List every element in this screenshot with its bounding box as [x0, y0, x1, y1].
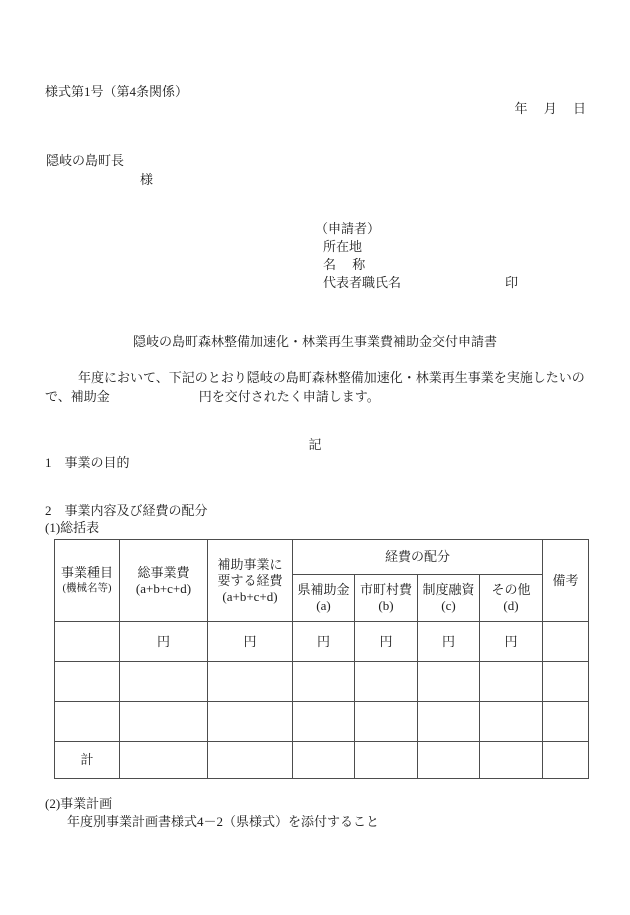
attachment-note: 年度別事業計画書様式4－2（県様式）を添付すること — [67, 814, 380, 829]
applicant-name-label: 名 称 — [323, 257, 366, 272]
header-institutional-loan: 制度融資 (c) — [418, 575, 480, 622]
unit-cell-prefecture: 円 — [293, 622, 355, 662]
table-cell — [355, 662, 418, 702]
table-cell — [120, 702, 208, 742]
table-cell — [543, 622, 589, 662]
unit-cell-total-cost: 円 — [120, 622, 208, 662]
table-cell — [418, 742, 480, 779]
table-total-row — [55, 742, 589, 779]
table-cell — [120, 662, 208, 702]
header-subsidy-cost: 補助事業に 要する経費 (a+b+c+d) — [208, 540, 293, 622]
subsection-1-heading: (1)総括表 — [45, 520, 100, 535]
table-cell — [208, 742, 293, 779]
header-total-cost: 総事業費 (a+b+c+d) — [120, 540, 208, 622]
unit-cell-municipal: 円 — [355, 622, 418, 662]
table-row — [55, 702, 589, 742]
table-cell — [543, 742, 589, 779]
table-cell — [55, 622, 120, 662]
header-project-type: 事業種目 (機械名等) — [55, 540, 120, 622]
total-label-cell: 計 — [55, 742, 120, 779]
form-number: 様式第1号（第4条関係） — [45, 84, 189, 99]
date-line: 年 月 日 — [514, 101, 586, 116]
header-cost-allocation: 経費の配分 — [293, 540, 543, 575]
table-cell — [480, 702, 543, 742]
section-2-heading: 2 事業内容及び経費の配分 — [45, 503, 208, 518]
table-cell — [355, 742, 418, 779]
table-cell — [355, 702, 418, 742]
table-cell — [480, 742, 543, 779]
table-row — [55, 622, 589, 662]
summary-table — [54, 539, 589, 779]
table-row — [55, 662, 589, 702]
header-other: その他 (d) — [480, 575, 543, 622]
section-1-heading: 1 事業の目的 — [45, 455, 130, 470]
table-cell — [293, 742, 355, 779]
statement-line-1: 年度において、下記のとおり隠岐の島町森林整備加速化・林業再生事業を実施したいの — [78, 370, 585, 385]
unit-cell-other: 円 — [480, 622, 543, 662]
seal-mark: 印 — [505, 275, 519, 290]
document-title: 隠岐の島町森林整備加速化・林業再生事業費補助金交付申請書 — [132, 334, 497, 349]
application-statement — [45, 369, 590, 406]
table-cell — [293, 662, 355, 702]
addressee-honorific: 様 — [140, 172, 154, 187]
applicant-address-label: 所在地 — [323, 239, 363, 254]
unit-cell-loan: 円 — [418, 622, 480, 662]
subsection-2-heading: (2)事業計画 — [45, 796, 113, 811]
statement-line-2-prefix: で、補助金 — [45, 388, 110, 404]
applicant-representative-label: 代表者職氏名 — [323, 275, 402, 290]
table-cell — [55, 702, 120, 742]
statement-line-2 — [45, 388, 590, 407]
table-cell — [418, 702, 480, 742]
header-prefecture-subsidy: 県補助金 (a) — [293, 575, 355, 622]
table-cell — [480, 662, 543, 702]
applicant-block — [315, 220, 553, 292]
header-remarks: 備考 — [543, 540, 589, 622]
table-cell — [543, 662, 589, 702]
addressee: 隠岐の島町長 — [46, 153, 125, 168]
table-cell — [293, 702, 355, 742]
table-cell — [543, 702, 589, 742]
unit-cell-subsidy-cost: 円 — [208, 622, 293, 662]
table-cell — [120, 742, 208, 779]
applicant-label: （申請者） — [315, 221, 381, 236]
table-cell — [418, 662, 480, 702]
applicant-representative-line — [315, 274, 553, 292]
table-cell — [208, 662, 293, 702]
table-cell — [55, 662, 120, 702]
statement-line-2-suffix: 円を交付されたく申請します。 — [198, 388, 380, 404]
record-mark: 記 — [308, 437, 322, 452]
table-cell — [208, 702, 293, 742]
header-municipal-cost: 市町村費 (b) — [355, 575, 418, 622]
